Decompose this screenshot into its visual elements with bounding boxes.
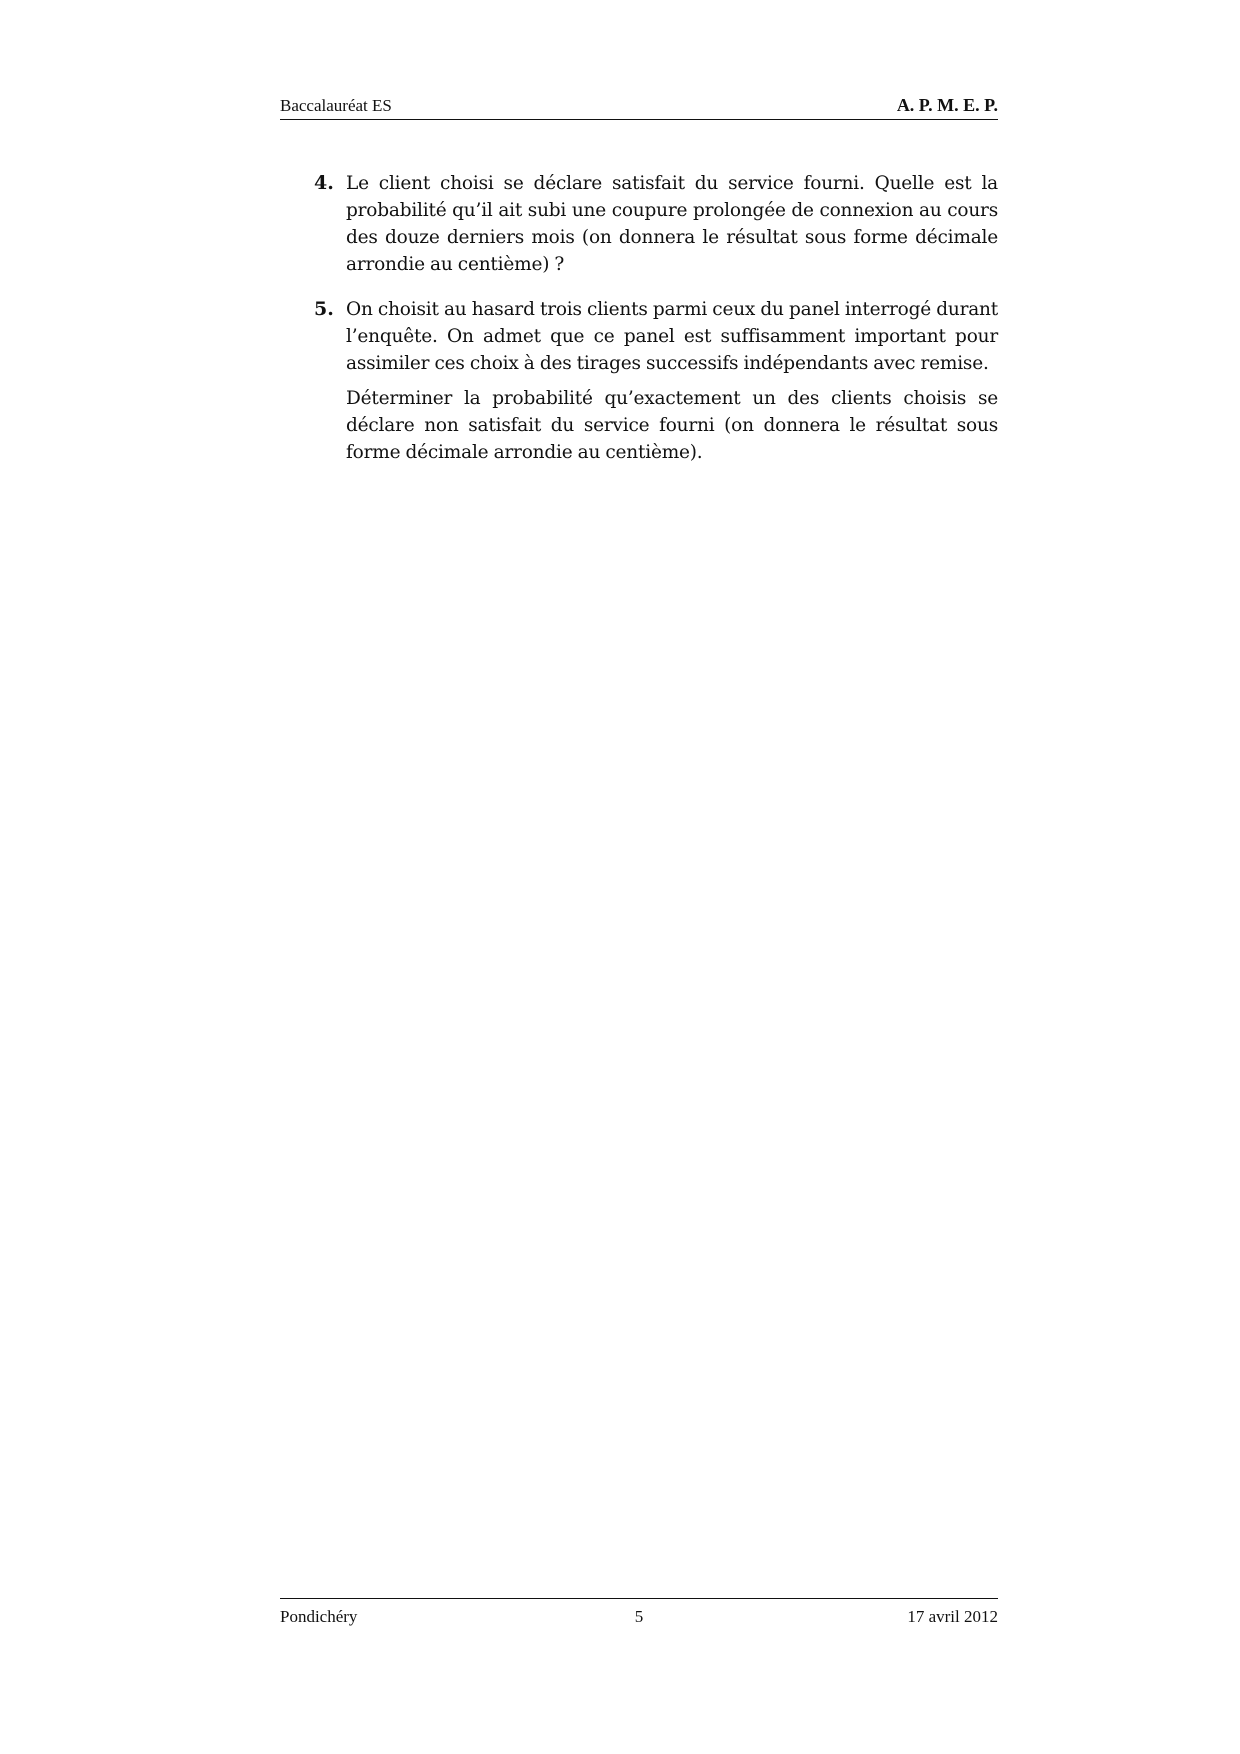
question-body: [346, 170, 998, 286]
page-header: [280, 92, 998, 120]
question-body: [346, 296, 998, 474]
question-paragraph: Déterminer la probabilité qu’exactement un des clients choisis se déclare non satisfait du service fourni (on donnera le résultat sous forme décimale arrondie au centième).: [346, 388, 998, 463]
question-number: 5.: [314, 298, 334, 320]
page-number: 5: [634, 1607, 644, 1626]
header-exam-title: Baccalauréat ES: [280, 96, 392, 115]
footer-location: Pondichéry: [280, 1607, 358, 1626]
question-5: [280, 296, 998, 474]
header-organization: A. P. M. E. P.: [896, 95, 998, 115]
page-footer: [280, 1598, 998, 1627]
question-number: 4.: [314, 172, 334, 194]
footer-date: 17 avril 2012: [907, 1607, 998, 1626]
page-content: [280, 170, 998, 484]
question-4: [280, 170, 998, 286]
question-paragraph: On choisit au hasard trois clients parmi ceux du panel interrogé durant l’enquête. On admet que ce panel est suffisamment important pour assimiler ces choix à des tirages successifs indépendants avec remise.: [346, 299, 998, 374]
question-paragraph: Le client choisi se déclare satisfait du service fourni. Quelle est la probabilité qu’il ait subi une coupure prolongée de connexion au cours des douze derniers mois (on donnera le résultat sous forme décimale arrondie au centième) ?: [346, 173, 998, 275]
